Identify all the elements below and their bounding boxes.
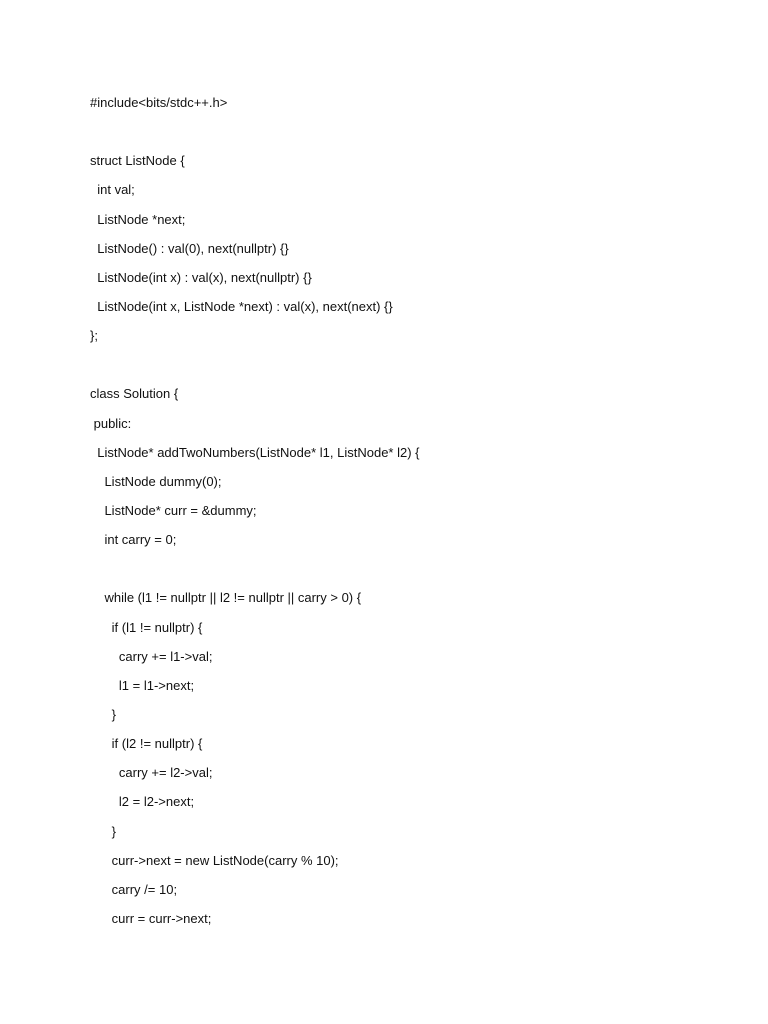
code-line: carry += l1->val; [90, 648, 213, 664]
code-line: ListNode() : val(0), next(nullptr) {} [90, 240, 289, 256]
code-line: public: [90, 415, 132, 431]
code-line: }; [90, 328, 98, 344]
code-line: #include<bits/stdc++.h> [90, 95, 228, 110]
code-line: ListNode(int x) : val(x), next(nullptr) {} [90, 269, 312, 285]
code-line [90, 554, 730, 583]
code-line: if (l2 != nullptr) { [90, 736, 203, 752]
code-line: ListNode dummy(0); [90, 473, 222, 489]
code-line: class Solution { [90, 386, 179, 402]
code-line: curr = curr->next; [90, 910, 212, 926]
code-line: struct ListNode { [90, 153, 185, 169]
code-line: ListNode *next; [90, 211, 186, 227]
code-line: } [90, 823, 117, 839]
code-line [90, 350, 730, 379]
code-line: carry += l2->val; [90, 765, 213, 781]
code-line: ListNode(int x, ListNode *next) : val(x), next(next) {} [90, 298, 393, 314]
code-line: if (l1 != nullptr) { [90, 619, 203, 635]
code-line: int val; [90, 182, 135, 198]
code-line: int carry = 0; [90, 532, 177, 548]
code-listing [90, 88, 730, 933]
code-line: while (l1 != nullptr || l2 != nullptr || carry > 0) { [90, 590, 362, 606]
code-line: } [90, 706, 117, 722]
code-line: l2 = l2->next; [90, 794, 195, 810]
code-line: ListNode* addTwoNumbers(ListNode* l1, ListNode* l2) { [90, 444, 420, 460]
code-line: l1 = l1->next; [90, 677, 195, 693]
code-line: ListNode* curr = &dummy; [90, 502, 257, 518]
code-line [90, 117, 730, 146]
code-line: carry /= 10; [90, 881, 178, 897]
code-line: curr->next = new ListNode(carry % 10); [90, 852, 339, 868]
